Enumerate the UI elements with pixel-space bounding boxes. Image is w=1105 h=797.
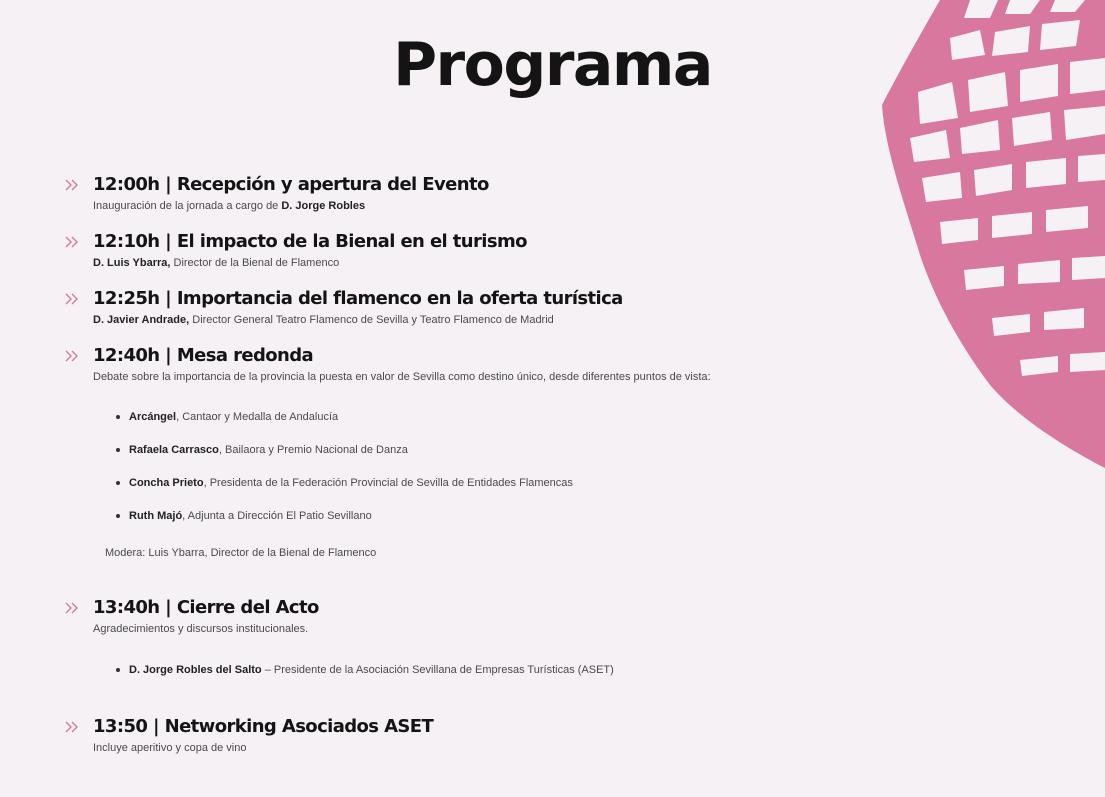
panelist-list — [93, 410, 902, 523]
schedule-item-1225 — [62, 287, 902, 333]
schedule-item-description: D. Luis Ybarra, Director de la Bienal de Flamenco — [93, 257, 340, 269]
list-item: Arcángel, Cantaor y Medalla de Andalucía — [93, 410, 902, 424]
double-chevron-right-icon — [65, 601, 79, 615]
schedule-item-description: Debate sobre la importancia de la provincia la puesta en valor de Sevilla como destino único, desde diferentes puntos de vista: — [93, 371, 711, 383]
list-item: Rafaela Carrasco, Bailaora y Premio Nacional de Danza — [93, 443, 902, 457]
schedule-item-title: 13:40h | Cierre del Acto — [93, 597, 319, 618]
schedule-item-1210 — [62, 230, 902, 276]
schedule-item-title: 12:40h | Mesa redonda — [93, 345, 314, 366]
schedule-item-1340 — [62, 596, 902, 677]
schedule-item-title: 12:00h | Recepción y apertura del Evento — [93, 174, 489, 195]
double-chevron-right-icon — [65, 292, 79, 306]
schedule-item-description: Incluye aperitivo y copa de vino — [93, 742, 247, 754]
schedule-item-1200 — [62, 173, 902, 219]
double-chevron-right-icon — [65, 235, 79, 249]
list-item: Ruth Majó, Adjunta a Dirección El Patio Sevillano — [93, 509, 902, 523]
schedule-item-1350 — [62, 715, 902, 755]
double-chevron-right-icon — [65, 178, 79, 192]
schedule-item-description: Agradecimientos y discursos institucionales. — [93, 623, 309, 635]
schedule-item-title: 12:10h | El impacto de la Bienal en el turismo — [93, 231, 527, 252]
moderator-text: Modera: Luis Ybarra, Director de la Bienal de Flamenco — [105, 547, 377, 559]
page-title: Programa — [393, 30, 712, 100]
list-item: D. Jorge Robles del Salto – Presidente de la Asociación Sevillana de Empresas Turísticas (ASET) — [93, 663, 902, 677]
schedule-item-title: 13:50 | Networking Asociados ASET — [93, 716, 434, 737]
double-chevron-right-icon — [65, 349, 79, 363]
double-chevron-right-icon — [65, 720, 79, 734]
list-item: Concha Prieto, Presidenta de la Federación Provincial de Sevilla de Entidades Flamencas — [93, 476, 902, 490]
schedule-item-1240 — [62, 344, 902, 560]
schedule-item-title: 12:25h | Importancia del flamenco en la oferta turística — [93, 288, 623, 309]
schedule-list — [62, 173, 902, 755]
schedule-item-description: D. Javier Andrade, Director General Teatro Flamenco de Sevilla y Teatro Flamenco de Madrid — [93, 314, 554, 326]
schedule-item-description: Inauguración de la jornada a cargo de D. Jorge Robles — [93, 200, 366, 212]
speaker-list — [93, 663, 902, 677]
